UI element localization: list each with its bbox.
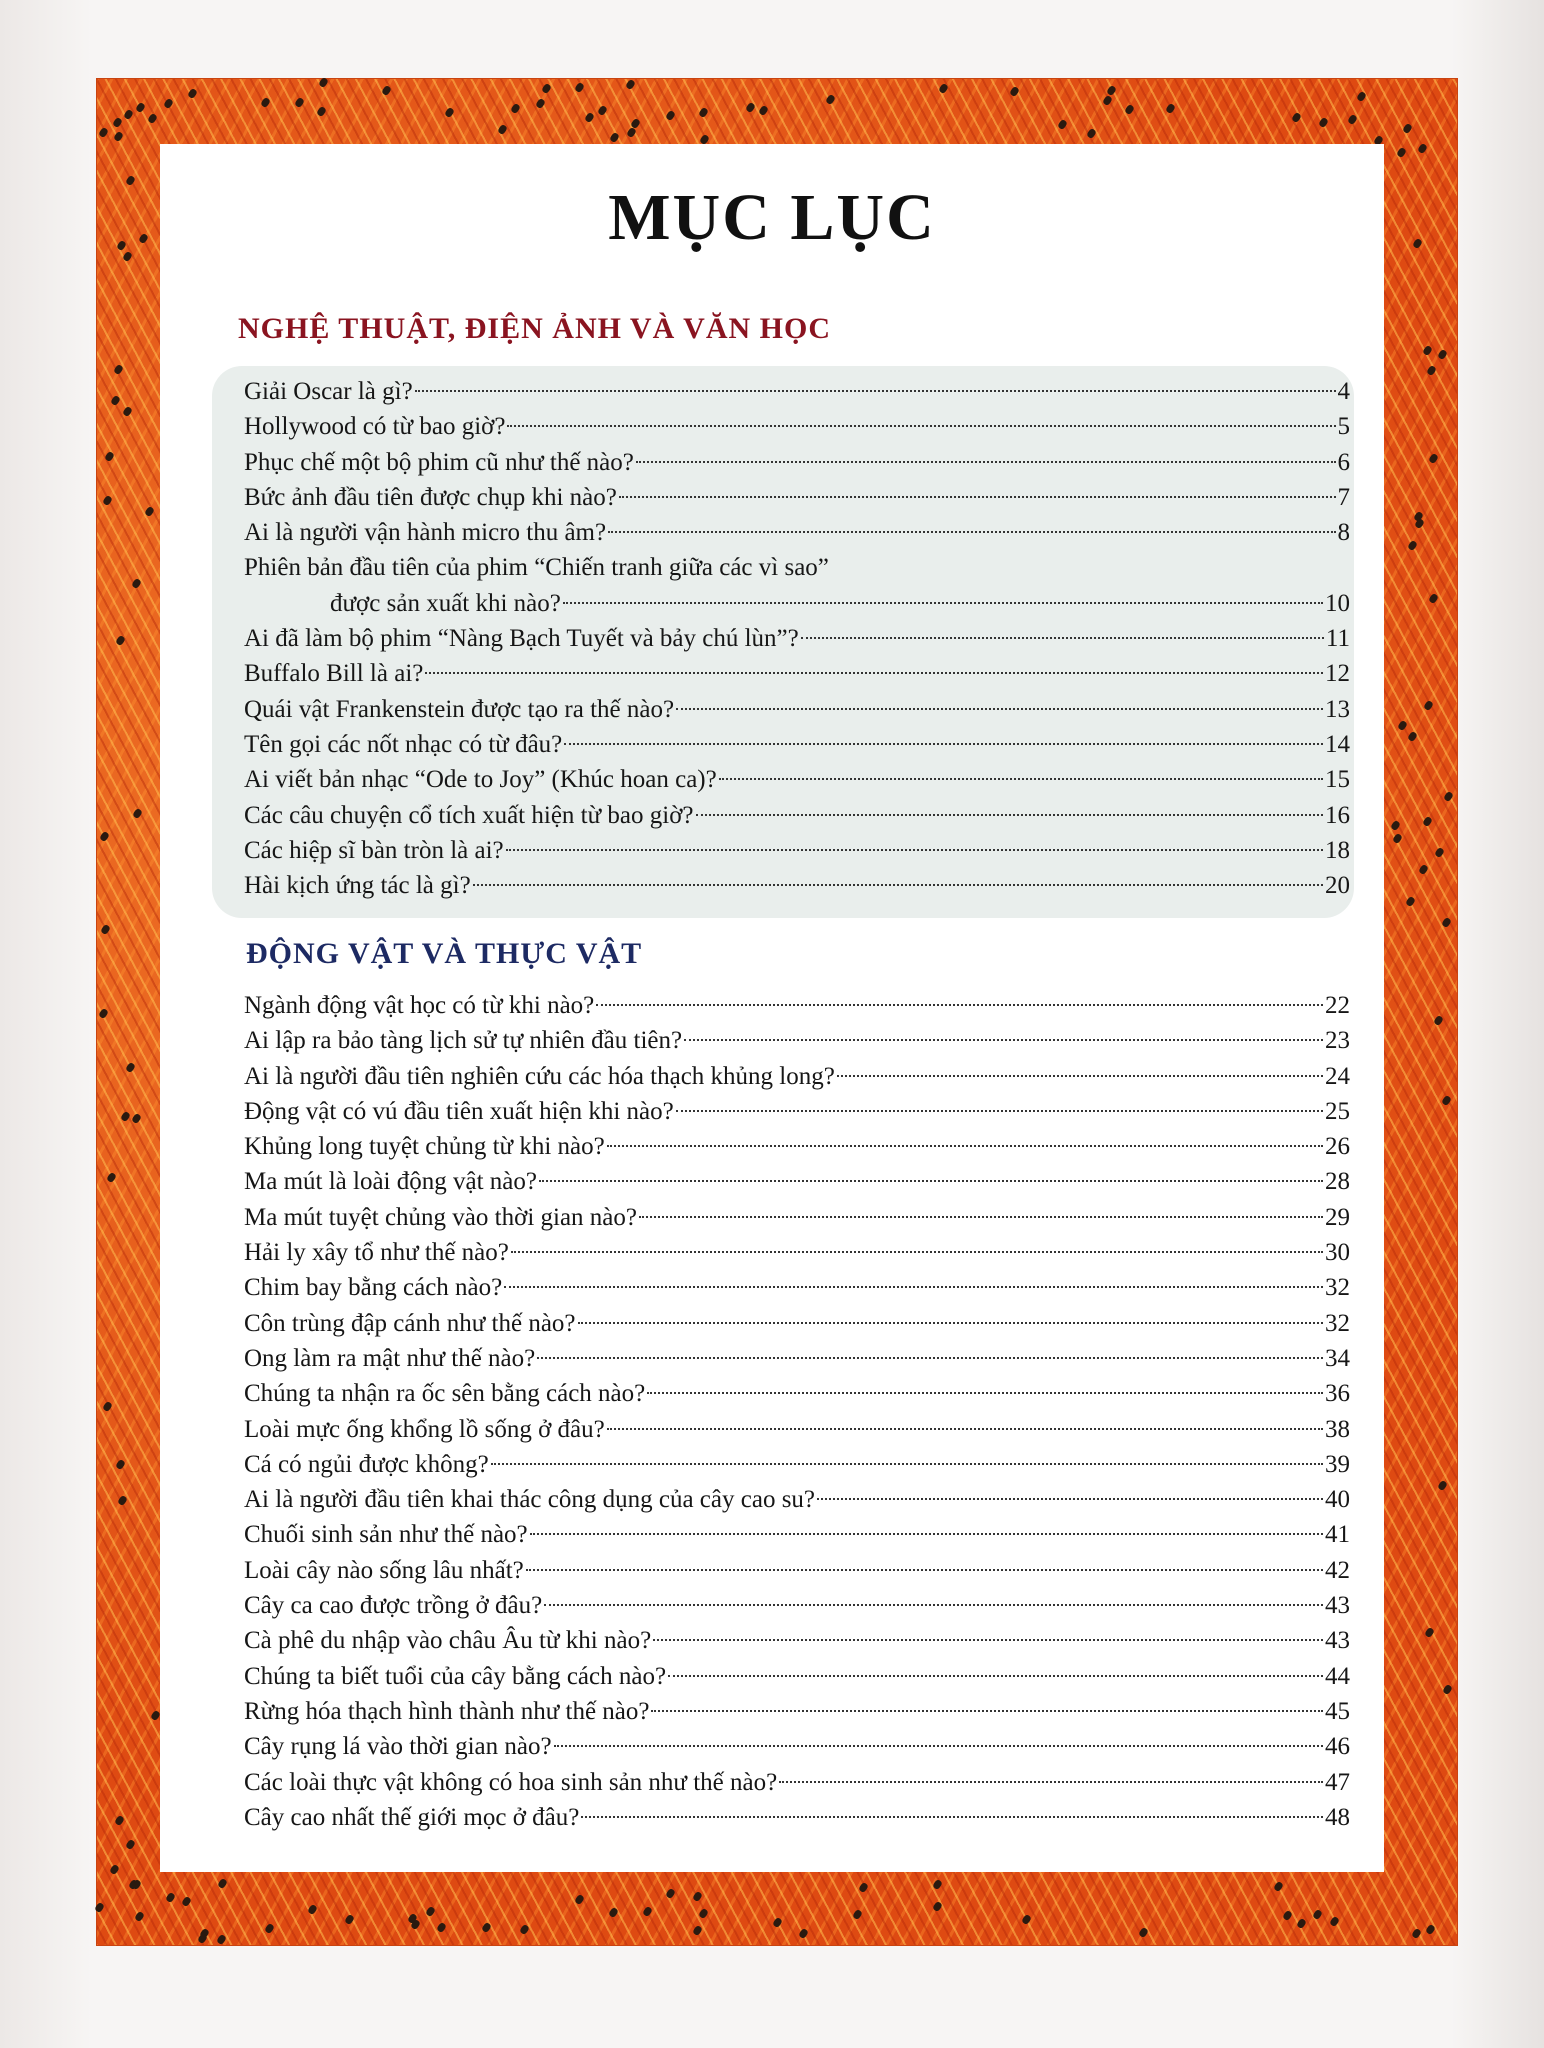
toc-page-number: 32 [1325, 1274, 1350, 1302]
toc-entry[interactable] [244, 1482, 1350, 1517]
border-speck [1413, 238, 1424, 249]
toc-entry-title: Ai là người vận hành micro thu âm? [244, 519, 607, 547]
border-speck [772, 1917, 783, 1928]
border-speck [181, 1896, 192, 1907]
border-speck [1318, 117, 1329, 128]
toc-page-number: 32 [1325, 1309, 1350, 1337]
toc-entry[interactable] [244, 833, 1350, 868]
border-speck [1390, 820, 1401, 831]
toc-page-number: 43 [1325, 1627, 1350, 1655]
border-speck [852, 1909, 863, 1920]
toc-entry[interactable] [244, 550, 1350, 585]
border-speck [1291, 112, 1302, 123]
toc-entry[interactable] [244, 1306, 1350, 1341]
toc-entry-title: Hollywood có từ bao giờ? [244, 413, 506, 441]
toc-entry-title: Động vật có vú đầu tiên xuất hiện khi nào? [244, 1097, 674, 1125]
toc-page-number: 5 [1337, 413, 1350, 441]
dot-leader [544, 1603, 1323, 1606]
border-speck [110, 1863, 121, 1874]
border-speck [625, 79, 636, 90]
toc-entry[interactable] [244, 480, 1350, 515]
border-speck [574, 1894, 585, 1905]
dot-leader [651, 1709, 1323, 1712]
toc-entry-title: Tên gọi các nốt nhạc có từ đâu? [244, 730, 563, 758]
border-speck [264, 1922, 275, 1933]
toc-entry-title: Các câu chuyện cổ tích xuất hiện từ bao giờ? [244, 801, 694, 829]
border-speck [345, 1914, 356, 1925]
toc-entry[interactable] [244, 621, 1350, 656]
border-speck [1442, 1684, 1453, 1695]
border-speck [125, 1839, 136, 1850]
toc-page-number: 28 [1325, 1168, 1350, 1196]
toc-page-number: 20 [1325, 872, 1350, 900]
toc-entry-title: Ai là người đầu tiên khai thác công dụng của cây cao su? [244, 1486, 816, 1514]
toc-entry[interactable] [244, 1129, 1350, 1164]
dot-leader [607, 1144, 1323, 1147]
toc-page-number: 39 [1325, 1450, 1350, 1478]
dot-leader [473, 883, 1323, 886]
border-speck [932, 1901, 943, 1912]
toc-entry[interactable] [244, 1447, 1350, 1482]
border-speck [825, 94, 836, 105]
toc-page-number: 16 [1325, 801, 1350, 829]
border-speck [132, 808, 143, 819]
toc-entry-title: Buffalo Bill là ai? [244, 660, 424, 688]
border-speck [1296, 1918, 1307, 1929]
toc-entry-title: Ai là người đầu tiên nghiên cứu các hóa thạch khủng long? [244, 1062, 835, 1090]
dot-leader [530, 1532, 1323, 1535]
border-speck [597, 105, 608, 116]
dot-leader [425, 671, 1323, 674]
toc-entry-title: Cà phê du nhập vào châu Âu từ khi nào? [244, 1627, 652, 1655]
border-speck [1356, 91, 1367, 102]
toc-page-number: 14 [1325, 730, 1350, 758]
border-speck [497, 124, 508, 135]
toc-entry-title: Loài cây nào sống lâu nhất? [244, 1556, 524, 1584]
border-speck [758, 104, 769, 115]
border-speck [217, 1878, 228, 1889]
border-speck [584, 112, 595, 123]
dot-leader [684, 1038, 1323, 1041]
toc-page-number: 24 [1325, 1062, 1350, 1090]
toc-page-number: 6 [1337, 448, 1350, 476]
toc-entry-title-continued: được sản xuất khi nào? [330, 589, 561, 617]
dot-leader [537, 1356, 1323, 1359]
toc-entry-title: Ong làm ra mật như thế nào? [244, 1344, 536, 1372]
toc-entry[interactable] [244, 1517, 1350, 1552]
border-speck [1124, 104, 1135, 115]
toc-page-number: 46 [1325, 1733, 1350, 1761]
section-heading-arts: NGHỆ THUẬT, ĐIỆN ẢNH VÀ VĂN HỌC [238, 312, 832, 345]
toc-page-number: 22 [1325, 992, 1350, 1019]
toc-entry[interactable] [244, 1588, 1350, 1623]
toc-page-number: 12 [1325, 660, 1350, 688]
toc-page-number: 10 [1325, 589, 1350, 617]
toc-entry-title: Khủng long tuyệt chủng từ khi nào? [244, 1133, 605, 1161]
toc-page-number: 38 [1325, 1415, 1350, 1443]
border-speck [510, 103, 521, 114]
toc-entry[interactable] [244, 692, 1350, 727]
border-speck [444, 107, 455, 118]
toc-entry-title: Phiên bản đầu tiên của phim “Chiến tranh giữa các vì sao” [244, 554, 829, 582]
border-speck [1417, 143, 1428, 154]
border-speck [642, 1905, 653, 1916]
toc-entry-title: Các loài thực vật không có hoa sinh sản như thế nào? [244, 1768, 778, 1796]
dot-leader [578, 1321, 1323, 1324]
toc-entry-continuation[interactable] [244, 586, 1350, 621]
toc-entry-title: Hài kịch ứng tác là gì? [244, 872, 471, 900]
border-speck [1397, 720, 1408, 731]
toc-entry-title: Cây ca cao được trồng ở đâu? [244, 1592, 543, 1620]
border-speck [1009, 86, 1020, 97]
dot-leader [653, 1638, 1323, 1641]
toc-entry[interactable] [244, 868, 1350, 903]
dot-leader [607, 1427, 1323, 1430]
toc-page-number: 43 [1325, 1592, 1350, 1620]
border-speck [1434, 847, 1445, 858]
toc-entry[interactable] [244, 1553, 1350, 1588]
page-title: MỤC LỤC [608, 181, 936, 254]
border-speck [1102, 95, 1113, 106]
dot-leader [564, 742, 1323, 745]
toc-entry-title: Giải Oscar là gì? [244, 378, 413, 405]
toc-entry[interactable] [244, 1800, 1350, 1835]
border-speck [1423, 700, 1434, 711]
toc-entry-title: Ma mút tuyệt chủng vào thời gian nào? [244, 1203, 637, 1231]
dot-leader [668, 1674, 1323, 1677]
toc-page-number: 15 [1325, 766, 1350, 794]
border-speck [131, 577, 142, 588]
border-speck [1424, 1626, 1435, 1637]
border-speck [1441, 1095, 1452, 1106]
border-speck [745, 102, 756, 113]
border-speck [1407, 731, 1418, 742]
dot-leader [779, 1780, 1323, 1783]
border-speck [94, 1902, 105, 1913]
border-speck [1312, 1909, 1323, 1920]
toc-entry-title: Chim bay bằng cách nào? [244, 1274, 503, 1302]
border-speck [938, 83, 949, 94]
border-speck [1426, 365, 1437, 376]
toc-page-number: 34 [1325, 1344, 1350, 1372]
border-speck [1425, 1924, 1436, 1935]
toc-entry[interactable] [244, 1023, 1350, 1058]
dot-leader [563, 601, 1323, 604]
toc-page-number: 25 [1325, 1097, 1350, 1125]
border-speck [113, 131, 124, 142]
dot-leader [696, 813, 1323, 816]
border-speck [131, 1113, 142, 1124]
toc-page-number: 23 [1325, 1027, 1350, 1055]
border-speck [1392, 833, 1403, 844]
dot-leader [415, 389, 1336, 392]
border-speck [1428, 453, 1439, 464]
border-speck [116, 239, 127, 250]
border-speck [107, 1172, 118, 1183]
border-speck [102, 495, 113, 506]
toc-entry-title: Các hiệp sĩ bàn tròn là ai? [244, 836, 504, 864]
border-speck [798, 1928, 809, 1939]
border-speck [608, 1907, 619, 1918]
border-speck [1411, 1928, 1422, 1939]
border-speck [99, 830, 110, 841]
toc-entry[interactable] [244, 1623, 1350, 1658]
content-page [160, 144, 1384, 1872]
border-speck [165, 1892, 176, 1903]
toc-entry-title: Chúng ta nhận ra ốc sên bằng cách nào? [244, 1380, 646, 1408]
toc-entry[interactable] [244, 1200, 1350, 1235]
border-speck [665, 110, 676, 121]
toc-page-number: 7 [1337, 483, 1350, 511]
border-speck [1402, 122, 1413, 133]
border-speck [425, 1906, 436, 1917]
dot-leader [636, 460, 1336, 463]
dot-leader [526, 1568, 1323, 1571]
border-speck [104, 451, 115, 462]
toc-entry-title: Cá có ngủi được không? [244, 1450, 489, 1478]
border-speck [436, 1922, 447, 1933]
border-speck [122, 406, 133, 417]
toc-page-number: 48 [1325, 1803, 1350, 1831]
border-speck [98, 127, 109, 138]
border-speck [1442, 917, 1453, 928]
border-speck [113, 364, 124, 375]
border-speck [381, 85, 392, 96]
border-speck [114, 1815, 125, 1826]
toc-entry-title: Ma mút là loài động vật nào? [244, 1168, 537, 1196]
section-heading-nature: ĐỘNG VẬT VÀ THỰC VẬT [246, 937, 643, 970]
toc-entry[interactable] [244, 988, 1350, 1023]
border-speck [307, 1904, 318, 1915]
border-speck [316, 106, 327, 117]
toc-page-number: 26 [1325, 1133, 1350, 1161]
toc-entry-title: Ai lập ra bảo tàng lịch sử tự nhiên đầu tiên? [244, 1027, 683, 1055]
border-speck [1422, 345, 1433, 356]
border-speck [1437, 349, 1448, 360]
border-speck [294, 97, 305, 108]
dot-leader [837, 1074, 1323, 1077]
border-speck [98, 1008, 109, 1019]
toc-list-arts [244, 374, 1350, 903]
border-speck [117, 1494, 128, 1505]
border-speck [112, 117, 123, 128]
border-speck [115, 1459, 126, 1470]
toc-entry-title: Hải ly xây tổ như thế nào? [244, 1239, 509, 1267]
border-speck [1347, 114, 1358, 125]
toc-page-number: 13 [1325, 695, 1350, 723]
toc-entry[interactable] [244, 374, 1350, 409]
toc-entry[interactable] [244, 445, 1350, 480]
toc-entry[interactable] [244, 515, 1350, 550]
toc-entry[interactable] [244, 1376, 1350, 1411]
dot-leader [554, 1744, 1323, 1747]
toc-page-number: 18 [1325, 836, 1350, 864]
border-speck [1329, 1915, 1340, 1926]
border-speck [260, 96, 271, 107]
toc-entry[interactable] [244, 1729, 1350, 1764]
toc-entry[interactable] [244, 1094, 1350, 1129]
toc-entry[interactable] [244, 1341, 1350, 1376]
border-speck [1437, 1480, 1448, 1491]
toc-entry[interactable] [244, 1659, 1350, 1694]
border-speck [187, 88, 198, 99]
border-speck [692, 1891, 703, 1902]
border-speck [1422, 815, 1433, 826]
toc-entry-title: Ai đã làm bộ phim “Nàng Bạch Tuyết và bảy chú lùn”? [244, 625, 799, 653]
toc-entry[interactable] [244, 409, 1350, 444]
toc-entry[interactable] [244, 1765, 1350, 1800]
toc-entry[interactable] [244, 1235, 1350, 1270]
border-speck [574, 82, 585, 93]
toc-entry-title: Rừng hóa thạch hình thành như thế nào? [244, 1697, 650, 1725]
dot-leader [676, 707, 1323, 710]
border-speck [216, 1934, 227, 1945]
dot-leader [511, 1250, 1323, 1253]
border-speck [134, 1911, 145, 1922]
toc-entry[interactable] [244, 1412, 1350, 1447]
toc-entry-title: Ngành động vật học có từ khi nào? [244, 992, 595, 1019]
border-speck [1396, 147, 1407, 158]
border-speck [932, 1879, 943, 1890]
border-speck [1406, 895, 1417, 906]
toc-entry-title: Cây cao nhất thế giới mọc ở đâu? [244, 1803, 580, 1831]
toc-entry-title: Ai viết bản nhạc “Ode to Joy” (Khúc hoan ca)? [244, 766, 717, 794]
border-speck [1057, 119, 1068, 130]
toc-entry[interactable] [244, 727, 1350, 762]
dot-leader [619, 495, 1336, 498]
border-speck [1433, 1015, 1444, 1026]
toc-page-number: 40 [1325, 1486, 1350, 1514]
toc-page-number: 44 [1325, 1662, 1350, 1690]
border-speck [1165, 103, 1176, 114]
border-speck [1443, 791, 1454, 802]
border-speck [858, 1882, 869, 1893]
border-speck [1407, 540, 1418, 551]
border-speck [1418, 864, 1429, 875]
border-speck [481, 1922, 492, 1933]
border-speck [125, 1062, 136, 1073]
toc-entry-title: Côn trùng đập cánh như thế nào? [244, 1309, 576, 1337]
dot-leader [801, 636, 1324, 639]
border-speck [147, 113, 158, 124]
toc-entry-title: Loài mực ống khổng lồ sống ở đâu? [244, 1415, 605, 1443]
border-speck [121, 1110, 132, 1121]
toc-entry[interactable] [244, 1270, 1350, 1305]
dot-leader [608, 530, 1335, 533]
toc-page-number: 36 [1325, 1380, 1350, 1408]
dot-leader [817, 1497, 1323, 1500]
toc-entry[interactable] [244, 1694, 1350, 1729]
dot-leader [491, 1462, 1323, 1465]
dot-leader [596, 1003, 1323, 1006]
toc-entry-title: Chúng ta biết tuổi của cây bằng cách nào? [244, 1662, 667, 1690]
dot-leader [639, 1215, 1323, 1218]
dot-leader [506, 848, 1323, 851]
border-speck [135, 102, 146, 113]
toc-entry-title: Bức ảnh đầu tiên được chụp khi nào? [244, 483, 617, 511]
toc-page-number: 47 [1325, 1768, 1350, 1796]
border-speck [698, 107, 709, 118]
border-speck [1429, 593, 1440, 604]
dot-leader [719, 777, 1323, 780]
border-speck [110, 395, 121, 406]
border-speck [197, 1933, 208, 1944]
border-speck [163, 98, 174, 109]
border-speck [1106, 85, 1117, 96]
toc-entry[interactable] [244, 1059, 1350, 1094]
border-speck [138, 233, 149, 244]
border-speck [698, 1908, 709, 1919]
toc-entry-title: Chuối sinh sản như thế nào? [244, 1521, 528, 1549]
toc-entry[interactable] [244, 798, 1350, 833]
dot-leader [507, 424, 1335, 427]
border-speck [318, 77, 329, 88]
border-speck [144, 506, 155, 517]
toc-page-number: 11 [1325, 625, 1350, 653]
toc-page-number: 29 [1325, 1203, 1350, 1231]
toc-entry-title: Cây rụng lá vào thời gian nào? [244, 1733, 552, 1761]
border-speck [1021, 1914, 1032, 1925]
dot-leader [647, 1391, 1323, 1394]
toc-page-number: 41 [1325, 1521, 1350, 1549]
border-speck [1086, 128, 1097, 139]
toc-list-nature [244, 988, 1350, 1835]
dot-leader [539, 1179, 1323, 1182]
border-speck [1138, 1926, 1149, 1937]
dot-leader [581, 1815, 1323, 1818]
border-speck [116, 635, 127, 646]
toc-entry-title: Phục chế một bộ phim cũ như thế nào? [244, 448, 634, 476]
border-speck [665, 1888, 676, 1899]
toc-page-number: 45 [1325, 1697, 1350, 1725]
border-speck [1282, 1910, 1293, 1921]
border-speck [102, 1401, 113, 1412]
toc-page-number: 42 [1325, 1556, 1350, 1584]
border-speck [609, 132, 620, 143]
border-speck [1273, 1881, 1284, 1892]
toc-entry-title: Quái vật Frankenstein được tạo ra thế nào? [244, 695, 675, 723]
toc-entry[interactable] [244, 656, 1350, 691]
border-speck [692, 1925, 703, 1936]
border-speck [535, 98, 546, 109]
toc-page-number: 30 [1325, 1239, 1350, 1267]
toc-page-number: 4 [1337, 378, 1350, 405]
border-speck [125, 175, 136, 186]
border-speck [123, 251, 134, 262]
dot-leader [504, 1285, 1323, 1288]
border-speck [123, 109, 134, 120]
toc-entry[interactable] [244, 1164, 1350, 1199]
toc-page-number: 8 [1337, 519, 1350, 547]
border-speck [100, 924, 111, 935]
dot-leader [676, 1109, 1323, 1112]
toc-entry[interactable] [244, 762, 1350, 797]
border-speck [520, 1924, 531, 1935]
border-speck [541, 83, 552, 94]
